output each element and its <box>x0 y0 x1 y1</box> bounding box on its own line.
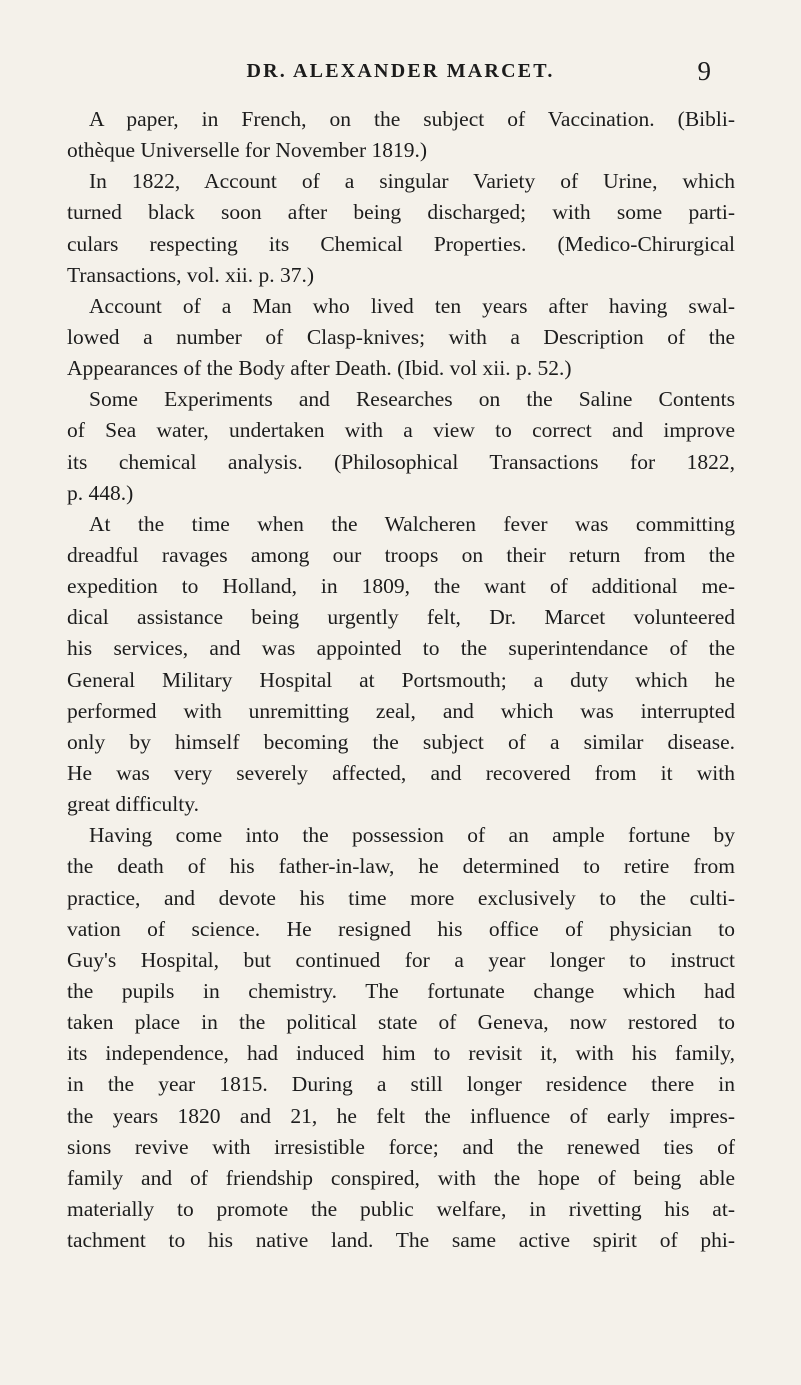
text-line: General Military Hospital at Portsmouth; a duty which he <box>67 667 735 692</box>
text-line: Account of a Man who lived ten years after having swal- <box>89 293 735 318</box>
text-line: A paper, in French, on the subject of Vaccination. (Bibli- <box>89 107 735 131</box>
text-line: Some Experiments and Researches on the Saline Contents <box>89 387 735 412</box>
text-line: materially to promote the public welfare, in rivetting his at- <box>67 1196 735 1221</box>
text-line: Having come into the possession of an ample fortune by <box>89 823 735 848</box>
text-line: dical assistance being urgently felt, Dr. Marcet volunteered <box>67 605 735 630</box>
text-line: sions revive with irresistible force; and the renewed ties of <box>67 1134 735 1159</box>
text-line: He was very severely affected, and recovered from it with <box>67 760 735 785</box>
paragraph <box>67 509 735 820</box>
text-line: expedition to Holland, in 1809, the want of additional me- <box>67 574 735 599</box>
paragraph <box>67 820 735 1256</box>
text-line: only by himself becoming the subject of a similar disease. <box>67 729 735 754</box>
text-line: family and of friendship conspired, with the hope of being able <box>67 1165 735 1190</box>
text-line: its chemical analysis. (Philosophical Transactions for 1822, <box>67 449 735 474</box>
text-line: turned black soon after being discharged; with some parti- <box>67 200 735 225</box>
text-line: Transactions, vol. xii. p. 37.) <box>67 262 315 287</box>
running-title: DR. ALEXANDER MARCET. <box>246 60 555 82</box>
text-line: vation of science. He resigned his office of physician to <box>67 916 735 941</box>
text-line: lowed a number of Clasp-knives; with a Description of the <box>67 324 735 349</box>
text-line: culars respecting its Chemical Properties. (Medico-Chirurgical <box>67 231 735 256</box>
text-line: practice, and devote his time more exclusively to the culti- <box>67 885 735 910</box>
text-line: of Sea water, undertaken with a view to correct and improve <box>67 418 735 443</box>
text-line: the death of his father-in-law, he determined to retire from <box>67 854 735 879</box>
text-line: its independence, had induced him to revisit it, with his family, <box>67 1041 735 1066</box>
text-line: At the time when the Walcheren fever was committing <box>89 511 735 536</box>
body-text <box>67 104 735 1256</box>
text-line: In 1822, Account of a singular Variety of Urine, which <box>89 169 735 194</box>
text-line: Appearances of the Body after Death. (Ibid. vol xii. p. 52.) <box>67 356 572 381</box>
text-line: in the year 1815. During a still longer residence there in <box>67 1072 735 1097</box>
text-line: taken place in the political state of Geneva, now restored to <box>67 1010 735 1035</box>
page-number: 9 <box>697 56 711 86</box>
text-line: p. 448.) <box>67 480 134 505</box>
text-line: dreadful ravages among our troops on their return from the <box>67 542 735 567</box>
text-line: the years 1820 and 21, he felt the influence of early impres- <box>67 1103 735 1128</box>
paragraph <box>67 291 735 384</box>
text-line: Guy's Hospital, but continued for a year longer to instruct <box>67 947 735 972</box>
paragraph <box>67 166 735 291</box>
text-line: othèque Universelle for November 1819.) <box>67 138 428 163</box>
paragraph <box>67 384 735 509</box>
text-line: tachment to his native land. The same active spirit of phi- <box>67 1228 735 1253</box>
text-line: performed with unremitting zeal, and which was interrupted <box>67 698 735 723</box>
text-line: his services, and was appointed to the superintendance of the <box>67 636 735 661</box>
text-line: great difficulty. <box>67 792 199 817</box>
page-header <box>0 58 801 88</box>
text-line: the pupils in chemistry. The fortunate change which had <box>67 978 735 1003</box>
paragraph <box>67 104 735 166</box>
